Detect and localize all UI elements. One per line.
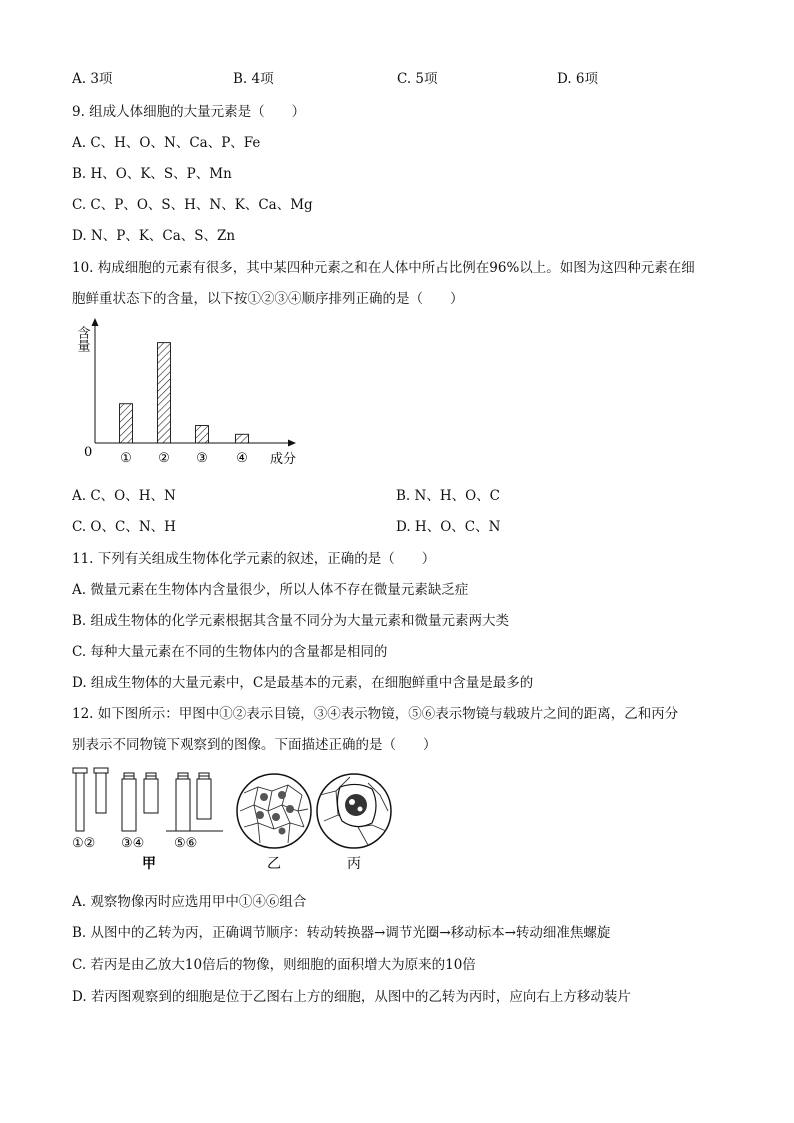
q11-option-c: C. 每种大量元素在不同的生物体内的含量都是相同的 — [72, 644, 388, 660]
y-axis-label: 含量 — [74, 326, 90, 352]
bar-4 — [236, 434, 249, 443]
q11-stem: 11. 下列有关组成生物体化学元素的叙述，正确的是（ ） — [72, 551, 436, 567]
label-bing: 丙 — [347, 856, 361, 872]
q10-stem-line2: 胞鲜重状态下的含量，以下按①②③④顺序排列正确的是（ ） — [72, 291, 464, 307]
q9-option-a: A. C、H、O、N、Ca、P、Fe — [72, 135, 261, 151]
objective-3 — [122, 773, 136, 831]
tick-label-3: ③ — [196, 451, 208, 466]
origin-label: 0 — [84, 445, 93, 460]
label-56: ⑤⑥ — [174, 836, 198, 851]
label-jia: 甲 — [142, 856, 156, 872]
x-axis-arrow — [288, 440, 296, 447]
q10-option-b: B. N、H、O、C — [396, 488, 500, 504]
q10-option-a: A. C、O、H、N — [72, 488, 176, 504]
label-34: ③④ — [121, 836, 145, 851]
view-bing — [317, 774, 391, 848]
q9-option-b: B. H、O、K、S、P、Mn — [72, 166, 232, 182]
q11-option-b: B. 组成生物体的化学元素根据其含量不同分为大量元素和微量元素两大类 — [72, 613, 510, 629]
q12-option-c: C. 若丙是由乙放大10倍后的物像，则细胞的面积增大为原来的10倍 — [72, 957, 476, 973]
objective-5 — [176, 773, 190, 831]
q12-option-b: B. 从图中的乙转为丙，正确调节顺序：转动转换器→调节光圈→移动标本→转动细准焦螺旋 — [72, 925, 611, 941]
q12-stem-line1: 12. 如下图所示：甲图中①②表示目镜，③④表示物镜，⑤⑥表示物镜与载玻片之间的距离，乙和丙分 — [72, 706, 679, 722]
objective-4 — [144, 773, 158, 813]
tick-label-2: ② — [158, 451, 170, 466]
bar-2 — [158, 343, 171, 443]
bar-1 — [120, 404, 133, 443]
eyepiece-1 — [73, 768, 87, 831]
q12-figure — [68, 765, 398, 875]
q10-bar-chart — [68, 318, 308, 468]
q8-option-c: C. 5项 — [397, 71, 438, 87]
q10-option-c: C. O、C、N、H — [72, 519, 176, 535]
q8-option-a: A. 3项 — [72, 71, 113, 87]
y-axis-arrow — [92, 318, 99, 326]
objective-6 — [197, 773, 211, 819]
view-yi — [237, 774, 311, 848]
tick-label-4: ④ — [236, 451, 248, 466]
q11-option-a: A. 微量元素在生物体内含量很少，所以人体不存在微量元素缺乏症 — [72, 582, 469, 598]
q10-option-d: D. H、O、C、N — [396, 519, 501, 535]
q10-stem-line1: 10. 构成细胞的元素有很多，其中某四种元素之和在人体中所占比例在96%以上。如图为这四种元素在细 — [72, 260, 695, 276]
eyepiece-2 — [94, 768, 108, 813]
bar-3 — [196, 426, 209, 443]
q9-stem: 9. 组成人体细胞的大量元素是（ ） — [72, 104, 306, 120]
q12-option-a: A. 观察物像丙时应选用甲中①④⑥组合 — [72, 894, 307, 910]
q8-option-d: D. 6项 — [557, 71, 599, 87]
tick-label-1: ① — [120, 451, 132, 466]
label-12: ①② — [72, 836, 96, 851]
label-yi: 乙 — [267, 856, 281, 872]
q12-stem-line2: 别表示不同物镜下观察到的图像。下面描述正确的是（ ） — [72, 737, 437, 753]
q8-option-b: B. 4项 — [233, 71, 274, 87]
x-axis-label: 成分 — [270, 452, 297, 467]
q9-option-d: D. N、P、K、Ca、S、Zn — [72, 228, 236, 244]
q12-option-d: D. 若丙图观察到的细胞是位于乙图右上方的细胞，从图中的乙转为丙时，应向右上方移动装片 — [72, 989, 631, 1005]
q9-option-c: C. C、P、O、S、H、N、K、Ca、Mg — [72, 197, 313, 213]
q11-option-d: D. 组成生物体的大量元素中，C是最基本的元素，在细胞鲜重中含量是最多的 — [72, 675, 534, 691]
